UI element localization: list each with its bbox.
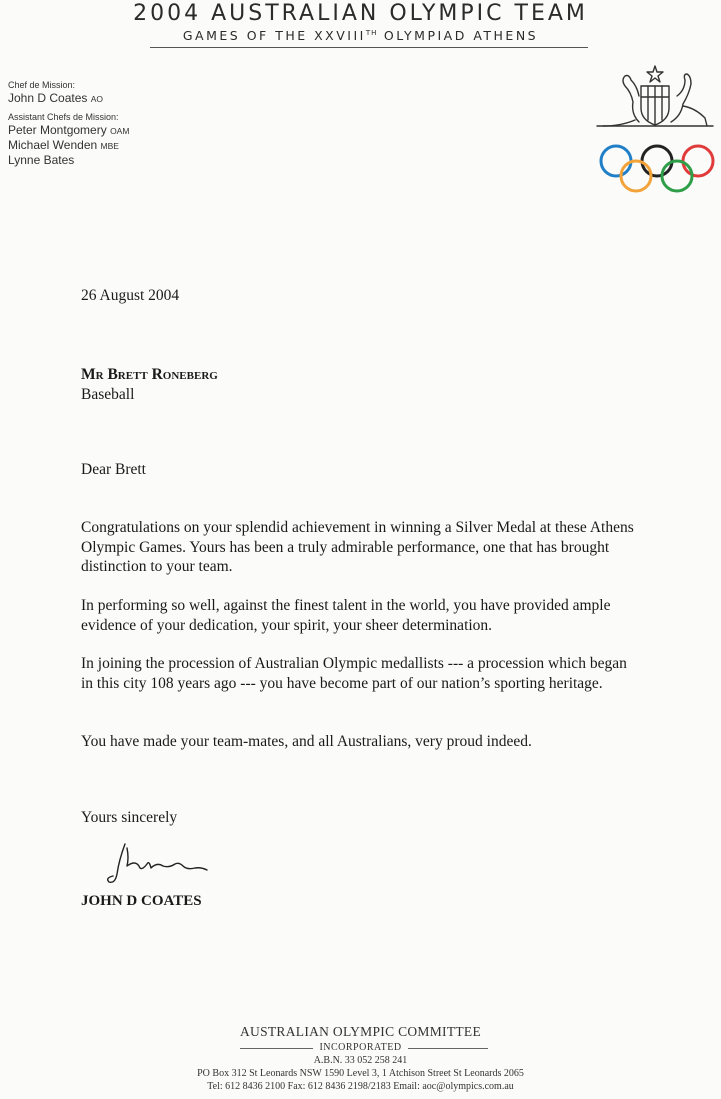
olympic-rings-icon: [597, 143, 717, 195]
letterhead-rule: [150, 47, 588, 48]
body-paragraph: In performing so well, against the finest talent in the world, you have provided ample evidence of your dedication, your spirit, your sheer determination.: [81, 597, 611, 634]
chef-honour: AO: [90, 94, 104, 104]
closing: Yours sincerely: [81, 809, 178, 826]
assistant-line: [8, 138, 129, 153]
assistants-label: Assistant Chefs de Mission:: [8, 112, 119, 122]
assistant-honour: MBE: [100, 141, 119, 151]
footer-abn: A.B.N. 33 052 258 241: [313, 1055, 408, 1066]
assistant-name: Lynne Bates: [8, 153, 75, 167]
recipient-sport: Baseball: [81, 385, 135, 403]
letterhead-title: 2004 AUSTRALIAN OLYMPIC TEAM: [133, 1, 588, 26]
chef-name-line: [8, 91, 129, 106]
subtitle-superscript: TH: [365, 29, 378, 37]
footer-org: AUSTRALIAN OLYMPIC COMMITTEE: [239, 1024, 482, 1039]
assistant-line: [8, 123, 129, 138]
body-paragraph: In joining the procession of Australian Olympic medallists --- a procession which began in this city 108 years ago --- you have become part of our nation’s sporting heritage.: [81, 655, 627, 692]
subtitle-prefix: GAMES OF THE XXVIII: [182, 28, 366, 43]
body-paragraph: You have made your team-mates, and all Australians, very proud indeed.: [81, 733, 532, 750]
signature-icon: [105, 840, 225, 888]
salutation: Dear Brett: [81, 461, 146, 478]
footer-incorporated: INCORPORATED: [313, 1042, 407, 1053]
chef-name: John D Coates: [8, 91, 88, 105]
coat-of-arms-icon: [595, 62, 715, 130]
footer-contact: Tel: 612 8436 2100 Fax: 612 8436 2198/2183 Email: aoc@olympics.com.au: [207, 1081, 514, 1092]
signer-name: JOHN D COATES: [81, 893, 202, 909]
footer-address: PO Box 312 St Leonards NSW 1590 Level 3, 1 Atchison Street St Leonards 2065: [197, 1068, 524, 1079]
chef-label: Chef de Mission:: [8, 80, 76, 90]
officials-block: [8, 79, 129, 167]
footer-incorporated-line: [0, 1042, 721, 1053]
recipient-name: Mr Brett Roneberg: [81, 366, 218, 383]
letter-date: 26 August 2004: [81, 287, 180, 304]
body-paragraph: Congratulations on your splendid achievement in winning a Silver Medal at these Athens Olympic Games. Yours has been a truly admirable performance, one that has brought distinction to your team.: [81, 519, 634, 576]
assistant-line: [8, 153, 129, 167]
letterhead-subtitle: [0, 28, 721, 43]
subtitle-suffix: OLYMPIAD ATHENS: [377, 28, 539, 43]
assistant-name: Peter Montgomery: [8, 123, 107, 137]
assistant-name: Michael Wenden: [8, 138, 98, 152]
assistant-honour: OAM: [110, 126, 130, 136]
recipient-block: [81, 365, 641, 404]
